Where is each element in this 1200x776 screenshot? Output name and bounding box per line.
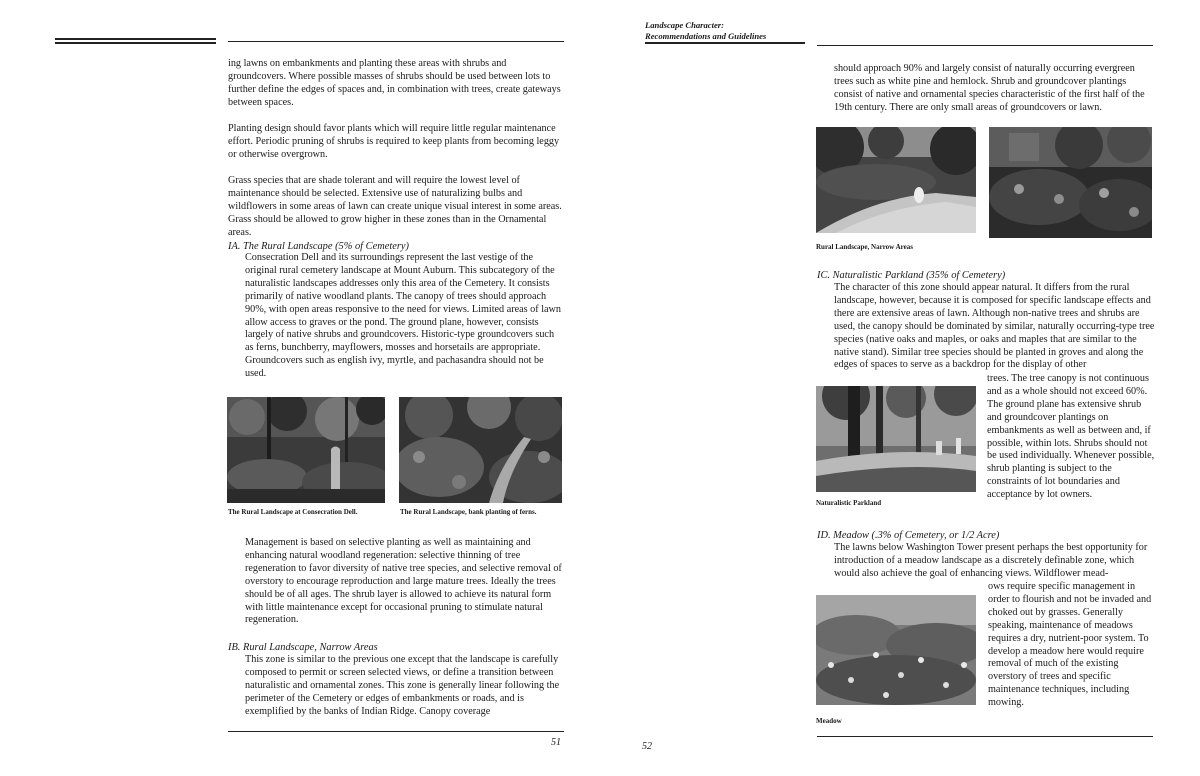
caption-meadow: Meadow xyxy=(816,717,842,725)
photo-narrow-areas-shrubs xyxy=(989,127,1152,238)
section-ic-wrap-text: trees. The tree canopy is not continuous and as a whole should not exceed 60%. The ground plane has extensive shrub and groundcover plantings on embankments as well as between and, if possible, within lots. Shrubs should not be used individually. Whenever possible, shrub planting is subject to the constraints of lot boundaries and acceptance by lot owners. xyxy=(987,373,1155,501)
section-ia-text: Consecration Dell and its surroundings represent the last vestige of the original rural cemetery landscape at Mount Auburn. This subcategory of the naturalistic landscapes addresses only this area of the Cemetery. It consists primarily of native woodland plants. The canopy of trees should approach 90%, with open areas responsive to the need for views. Limited areas of lawn allow access to graves or the pond. The ground plane, however, consists largely of native shrubs and groundcovers. Historic-type groundcovers such as ferns, bunchberry, mayflowers, mosses and horsetails are appropriate. Groundcovers such as english ivy, myrtle, and pachasandra should not be used. xyxy=(245,252,561,380)
photo-meadow xyxy=(816,595,976,705)
caption-consecration-dell: The Rural Landscape at Consecration Dell. xyxy=(228,508,358,516)
header-double-rule-top xyxy=(55,38,216,40)
running-header-line2: Recommendations and Guidelines xyxy=(645,31,767,41)
photo-naturalistic-parkland xyxy=(816,386,976,492)
section-ic-heading: IC. Naturalistic Parkland (35% of Cemetery) xyxy=(817,270,1006,281)
paragraph-management: Management is based on selective planting as well as maintaining and enhancing natural woodland regeneration: selective thinning of tree regeneration to favor diversity of native tree species, and selective removal of overstory to encourage reproduction and large mature trees. Ideally the trees should be of all ages. The shrub layer is allowed to achieve its natural form with little maintenance except for occasional pruning to stimulate natural regeneration. xyxy=(245,537,562,626)
header-rule-under-title xyxy=(645,42,805,44)
caption-bank-ferns: The Rural Landscape, bank planting of ferns. xyxy=(400,508,537,516)
running-header-title xyxy=(645,20,815,42)
paragraph-shrubs: ing lawns on embankments and planting these areas with shrubs and groundcovers. Where possible masses of shrubs should be used between lots to further define the edges of spaces and, in combination with trees, create gateways between spaces. xyxy=(228,58,561,108)
page-number-52: 52 xyxy=(642,741,652,752)
section-ic-text: The character of this zone should appear natural. It differs from the rural landscape, however, because it is composed for specific landscape effects and there are extensive areas of lawn. Although non-native trees and shrubs are used, the canopy should be dominated by similar, naturally occurring-type tree species (native oaks and maples, or oaks and maples that are similar to the native stand). Similar tree species should be planted in groves and along the edges of spaces to serve as a backdrop for the display of other xyxy=(834,282,1155,371)
running-header-line1: Landscape Character: xyxy=(645,20,725,30)
header-rule-left xyxy=(228,41,564,42)
page-number-51: 51 xyxy=(551,737,561,748)
section-ia-heading: IA. The Rural Landscape (5% of Cemetery) xyxy=(228,241,409,252)
footer-rule-right xyxy=(817,736,1153,737)
paragraph-canopy-coverage: should approach 90% and largely consist of naturally occurring evergreen trees such as white pine and hemlock. Shrub and groundcover plantings consist of native and ornamental species characteristic of the first half of the 19th century. There are only small areas of groundcovers or lawn. xyxy=(834,63,1145,113)
header-double-rule-bottom xyxy=(55,42,216,44)
photo-consecration-dell xyxy=(227,397,385,503)
section-id-text: The lawns below Washington Tower present perhaps the best opportunity for introduction of a meadow landscape as a discretely definable zone, which would also achieve the goal of enhancing views. Wildflower mead- xyxy=(834,542,1148,579)
paragraph-grass-species: Grass species that are shade tolerant and will require the lowest level of maintenance should be selected. Extensive use of naturalizing bulbs and wildflowers in some areas of lawn can create unique visual interest in some areas. Grass should be allowed to grow higher in these zones than in the Ornamental areas. xyxy=(228,175,562,238)
photo-bank-ferns xyxy=(399,397,562,503)
footer-rule-left xyxy=(228,731,564,732)
photo-narrow-areas-path xyxy=(816,127,976,233)
section-id-heading: ID. Meadow (.3% of Cemetery, or 1/2 Acre) xyxy=(817,530,1000,541)
section-ib-heading: IB. Rural Landscape, Narrow Areas xyxy=(228,642,378,653)
section-id-wrap-text: ows require specific management in order to flourish and not be invaded and choked out by grasses. Generally speaking, maintenance of meadows requires a dry, nutrient-poor system. To develop a meadow here would require removal of much of the existing overstory of trees and specific maintenance techniques, including mowing. xyxy=(988,581,1152,709)
paragraph-planting-design: Planting design should favor plants which will require little regular maintenance effort. Periodic pruning of shrubs is required to keep plants from becoming leggy or otherwise overgrown. xyxy=(228,123,560,160)
caption-narrow-areas: Rural Landscape, Narrow Areas xyxy=(816,243,913,251)
caption-naturalistic-parkland: Naturalistic Parkland xyxy=(816,499,882,507)
section-ib-text: This zone is similar to the previous one except that the landscape is carefully composed to permit or screen selected views, or define a transition between naturalistic and ornamental zones. This zone is generally linear following the perimeter of the Cemetery or edges of embankments or roads, and is exemplified by the banks of Indian Ridge. Canopy coverage xyxy=(245,654,560,717)
header-rule-right xyxy=(817,45,1153,46)
